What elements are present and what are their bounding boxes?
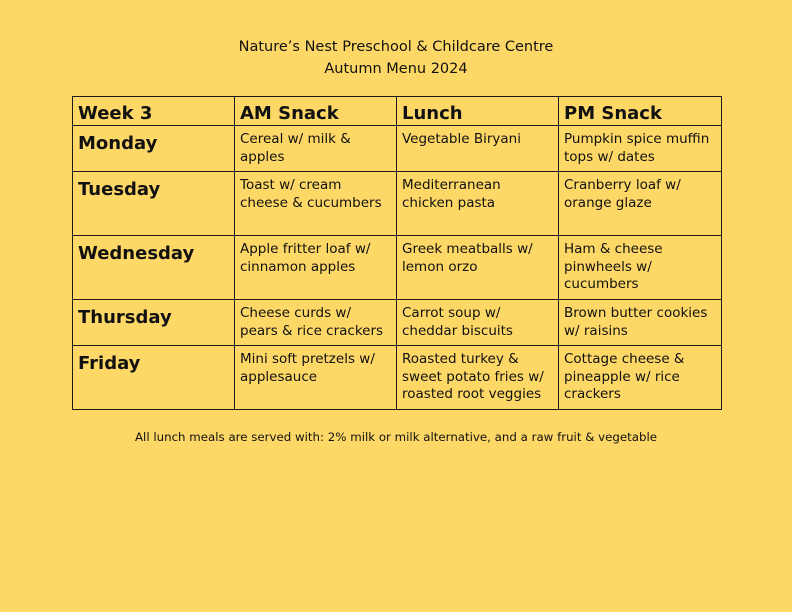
lunch-footnote: All lunch meals are served with: 2% milk or milk alternative, and a raw fruit & vegetable — [134, 430, 658, 444]
lunch-cell: Greek meatballs w/ lemon orzo — [397, 236, 559, 300]
pm-snack-cell: Cottage cheese & pineapple w/ rice crackers — [559, 346, 722, 410]
pm-snack-cell: Brown butter cookies w/ raisins — [559, 300, 722, 346]
table-row-monday — [73, 126, 722, 172]
am-snack-cell: Mini soft pretzels w/ applesauce — [235, 346, 397, 410]
column-header-week: Week 3 — [73, 97, 235, 126]
lunch-cell: Roasted turkey & sweet potato fries w/ roasted root veggies — [397, 346, 559, 410]
table-row-friday — [73, 346, 722, 410]
lunch-cell: Mediterranean chicken pasta — [397, 172, 559, 236]
am-snack-cell: Cheese curds w/ pears & rice crackers — [235, 300, 397, 346]
column-header-lunch: Lunch — [397, 97, 559, 126]
column-header-am-snack: AM Snack — [235, 97, 397, 126]
am-snack-cell: Toast w/ cream cheese & cucumbers — [235, 172, 397, 236]
table-row-thursday — [73, 300, 722, 346]
day-cell: Tuesday — [73, 172, 235, 236]
am-snack-cell: Cereal w/ milk & apples — [235, 126, 397, 172]
day-cell: Wednesday — [73, 236, 235, 300]
day-cell: Thursday — [73, 300, 235, 346]
pm-snack-cell: Ham & cheese pinwheels w/ cucumbers — [559, 236, 722, 300]
pm-snack-cell: Cranberry loaf w/ orange glaze — [559, 172, 722, 236]
menu-header — [0, 36, 792, 80]
weekly-menu-table — [72, 96, 722, 410]
table-row-wednesday — [73, 236, 722, 300]
menu-subtitle: Autumn Menu 2024 — [324, 61, 468, 77]
day-cell: Monday — [73, 126, 235, 172]
am-snack-cell: Apple fritter loaf w/ cinnamon apples — [235, 236, 397, 300]
lunch-cell: Carrot soup w/ cheddar biscuits — [397, 300, 559, 346]
pm-snack-cell: Pumpkin spice muffin tops w/ dates — [559, 126, 722, 172]
column-header-pm-snack: PM Snack — [559, 97, 722, 126]
table-row-tuesday — [73, 172, 722, 236]
day-cell: Friday — [73, 346, 235, 410]
school-title: Nature’s Nest Preschool & Childcare Centre — [238, 39, 554, 55]
table-header-row — [73, 97, 722, 126]
lunch-cell: Vegetable Biryani — [397, 126, 559, 172]
